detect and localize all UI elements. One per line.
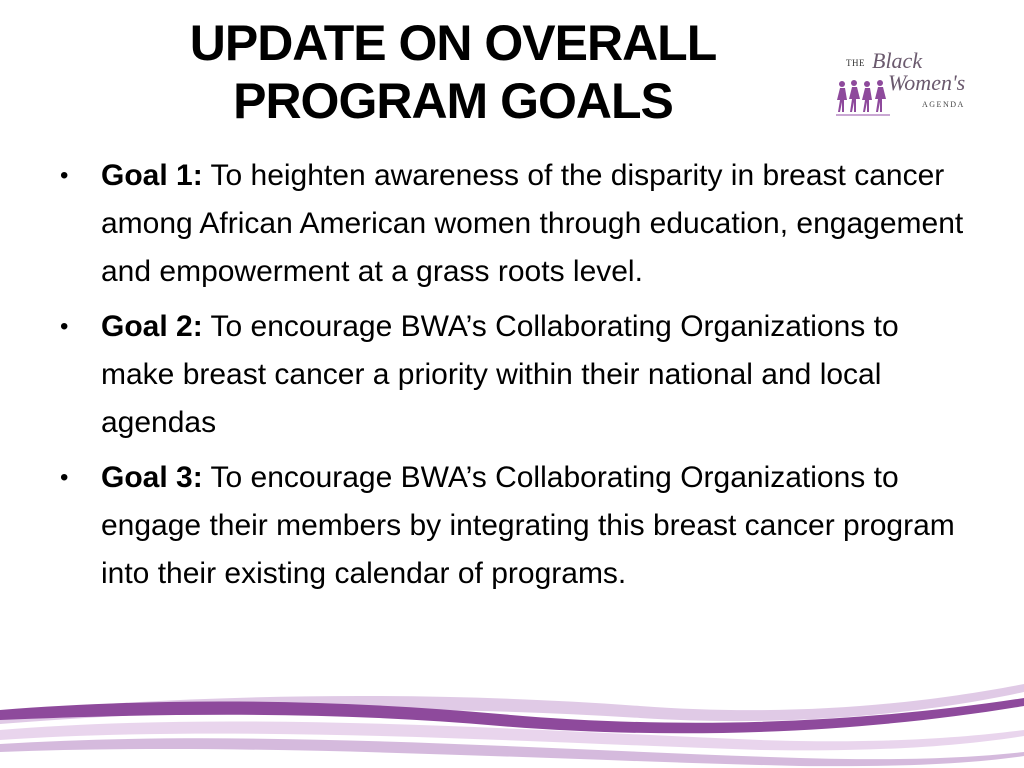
bullet: • [60,464,69,491]
list-item [56,454,976,598]
list-item [56,303,976,447]
goal-label: Goal 2: [101,310,203,343]
goals-list [56,152,976,605]
bullet: • [60,313,69,340]
bullet: • [60,162,69,189]
goal-text: To heighten awareness of the disparity in breast cancer among African American women through education, engagement and empowerment at a grass roots level. [101,159,964,288]
list-item [56,152,976,296]
logo-womens-text: Women's [888,70,966,95]
slide-title-line-1: UPDATE ON OVERALL [189,15,717,71]
dancing-women-icon [836,78,892,118]
slide-title-line-2: PROGRAM GOALS [233,73,673,129]
purple-swoosh-decoration [0,680,1024,768]
logo-black-text: Black [872,48,923,73]
logo-the-text: THE [846,58,865,68]
logo-agenda-text: AGENDA [922,100,965,109]
black-womens-agenda-logo [836,48,982,124]
goal-text: To encourage BWA’s Collaborating Organizations to engage their members by integrating this breast cancer program into their existing calendar of programs. [101,461,955,590]
goal-text: To encourage BWA’s Collaborating Organizations to make breast cancer a priority within their national and local agendas [101,310,899,439]
slide-title [140,14,766,130]
goal-label: Goal 3: [101,461,203,494]
goal-label: Goal 1: [101,159,203,192]
